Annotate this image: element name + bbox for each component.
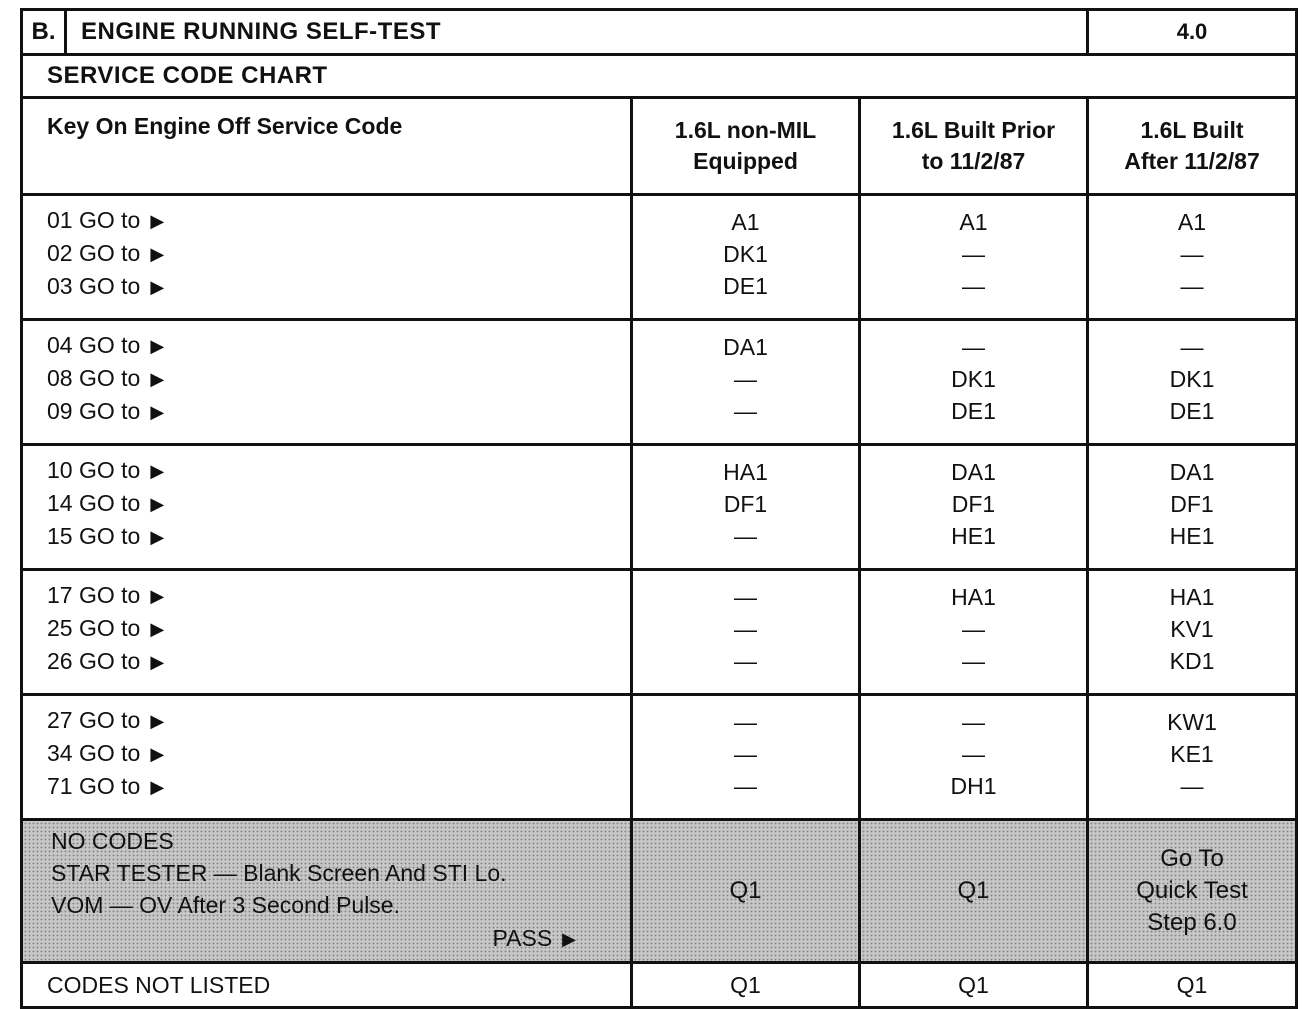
column-header-line: After 11/2/87	[1124, 148, 1260, 174]
code-groups	[22, 195, 1297, 820]
result-value: DA1	[951, 459, 996, 485]
code-group-row	[22, 195, 1297, 320]
service-code-table	[20, 8, 1298, 1009]
result-cell-c3	[1088, 320, 1297, 445]
arrow-right-icon: ▶	[562, 929, 576, 949]
service-code-cell	[22, 320, 632, 445]
pass-label	[493, 922, 577, 955]
no-codes-built-after-value	[1088, 820, 1297, 963]
arrow-right-icon: ▶	[150, 494, 165, 514]
column-header-line: 1.6L Built Prior	[891, 117, 1056, 143]
result-value: KD1	[1169, 648, 1215, 674]
result-value: KW1	[1167, 709, 1217, 735]
service-code-text: 08 GO to	[47, 365, 141, 391]
result-cell-c1	[632, 695, 860, 820]
service-code-text: 10 GO to	[47, 457, 141, 483]
result-value: HA1	[951, 584, 996, 610]
column-header-line: Equipped	[693, 148, 798, 174]
service-code-line	[47, 704, 630, 737]
service-code-cell	[22, 195, 632, 320]
star-tester-line: STAR TESTER — Blank Screen And STI Lo.	[51, 860, 507, 886]
arrow-right-icon: ▶	[150, 744, 165, 764]
result-value: —	[962, 709, 985, 735]
result-value: A1	[1177, 209, 1207, 235]
result-value: —	[734, 616, 757, 642]
arrow-right-icon: ▶	[150, 711, 165, 731]
no-codes-non-mil-value: Q1	[632, 820, 860, 963]
result-value: —	[734, 741, 757, 767]
result-value: DA1	[723, 334, 768, 360]
column-header-line: to 11/2/87	[921, 148, 1026, 174]
result-cell-c3	[1088, 195, 1297, 320]
result-value: HA1	[1169, 584, 1215, 610]
codes-not-listed-non-mil-value: Q1	[632, 963, 860, 1008]
result-value: DK1	[951, 366, 996, 392]
service-code-text: 01 GO to	[47, 207, 141, 233]
column-header-service-code: Key On Engine Off Service Code	[22, 98, 632, 195]
service-code-text: 04 GO to	[47, 332, 141, 358]
arrow-right-icon: ▶	[150, 652, 165, 672]
no-codes-cell	[22, 820, 632, 963]
service-code-line	[47, 612, 630, 645]
arrow-right-icon: ▶	[150, 619, 165, 639]
service-code-line	[47, 520, 630, 553]
service-code-line	[47, 362, 630, 395]
result-cell-c1	[632, 195, 860, 320]
result-cell-c3	[1088, 445, 1297, 570]
result-value: —	[734, 709, 757, 735]
section-letter: B.	[22, 10, 66, 55]
result-cell-c2	[860, 320, 1088, 445]
code-group-row	[22, 445, 1297, 570]
result-value: HA1	[723, 459, 768, 485]
service-code-line	[47, 579, 630, 612]
chart-subtitle: SERVICE CODE CHART	[22, 55, 1297, 98]
result-value: —	[734, 523, 757, 549]
service-code-chart-sheet	[20, 8, 1295, 1009]
code-group-row	[22, 695, 1297, 820]
service-code-text: 14 GO to	[47, 490, 141, 516]
arrow-right-icon: ▶	[150, 777, 165, 797]
result-value: DF1	[1170, 491, 1214, 517]
result-value: DF1	[951, 491, 996, 517]
service-code-text: 25 GO to	[47, 615, 141, 641]
result-value: DE1	[1169, 398, 1215, 424]
column-header-non-mil	[632, 98, 860, 195]
result-cell-c2	[860, 570, 1088, 695]
arrow-right-icon: ▶	[150, 527, 165, 547]
service-code-text: 26 GO to	[47, 648, 141, 674]
arrow-right-icon: ▶	[150, 461, 165, 481]
service-code-line	[47, 645, 630, 678]
result-value: —	[962, 616, 985, 642]
service-code-text: 02 GO to	[47, 240, 141, 266]
no-codes-row	[22, 820, 1297, 963]
go-to-line: Go To	[1160, 845, 1224, 872]
service-code-line	[47, 204, 630, 237]
result-cell-c2	[860, 445, 1088, 570]
result-value: KV1	[1170, 616, 1214, 642]
service-code-line	[47, 395, 630, 428]
service-code-cell	[22, 445, 632, 570]
result-value: DE1	[723, 273, 768, 299]
arrow-right-icon: ▶	[150, 336, 165, 356]
arrow-right-icon: ▶	[150, 369, 165, 389]
result-value: —	[962, 741, 985, 767]
step-number: 4.0	[1088, 10, 1297, 55]
arrow-right-icon: ▶	[150, 277, 165, 297]
service-code-line	[47, 737, 630, 770]
service-code-text: 27 GO to	[47, 707, 141, 733]
result-cell-c1	[632, 320, 860, 445]
service-code-cell	[22, 695, 632, 820]
vom-line: VOM — OV After 3 Second Pulse.	[51, 892, 400, 918]
result-value: —	[1180, 273, 1204, 299]
arrow-right-icon: ▶	[150, 402, 165, 422]
result-value: HE1	[1169, 523, 1215, 549]
service-code-text: 17 GO to	[47, 582, 141, 608]
result-value: —	[734, 584, 757, 610]
result-value: DK1	[723, 241, 768, 267]
service-code-line	[47, 237, 630, 270]
result-value: —	[1180, 773, 1204, 799]
result-value: —	[1180, 241, 1204, 267]
code-group-row	[22, 570, 1297, 695]
arrow-right-icon: ▶	[150, 244, 165, 264]
result-value: —	[734, 773, 757, 799]
result-value: —	[734, 366, 757, 392]
result-cell-c2	[860, 195, 1088, 320]
service-code-line	[47, 329, 630, 362]
result-value: KE1	[1170, 741, 1214, 767]
header-row	[22, 10, 1297, 55]
service-code-cell	[22, 570, 632, 695]
result-cell-c3	[1088, 570, 1297, 695]
service-code-line	[47, 270, 630, 303]
codes-not-listed-row	[22, 963, 1297, 1008]
result-value: —	[962, 648, 985, 674]
result-cell-c3	[1088, 695, 1297, 820]
service-code-text: 09 GO to	[47, 398, 141, 424]
result-value: A1	[959, 209, 988, 235]
no-codes-built-prior-value: Q1	[860, 820, 1088, 963]
result-cell-c2	[860, 695, 1088, 820]
service-code-text: 15 GO to	[47, 523, 141, 549]
result-value: DH1	[950, 773, 997, 799]
result-value: —	[1180, 334, 1204, 360]
result-value: DF1	[723, 491, 768, 517]
section-title: ENGINE RUNNING SELF-TEST	[66, 10, 1088, 55]
quick-test-line: Quick Test	[1136, 877, 1248, 904]
result-cell-c1	[632, 445, 860, 570]
result-value: A1	[731, 209, 760, 235]
column-header-built-prior	[860, 98, 1088, 195]
codes-not-listed-built-after-value: Q1	[1088, 963, 1297, 1008]
service-code-text: 34 GO to	[47, 740, 141, 766]
service-code-line	[47, 770, 630, 803]
pass-text: PASS	[492, 925, 553, 951]
service-code-text: 03 GO to	[47, 273, 141, 299]
result-value: DA1	[1169, 459, 1215, 485]
result-value: DE1	[951, 398, 996, 424]
arrow-right-icon: ▶	[150, 211, 165, 231]
result-value: —	[962, 273, 985, 299]
service-code-text: 71 GO to	[47, 773, 141, 799]
result-cell-c1	[632, 570, 860, 695]
service-code-line	[47, 487, 630, 520]
codes-not-listed-label: CODES NOT LISTED	[22, 963, 632, 1008]
codes-not-listed-built-prior-value: Q1	[860, 963, 1088, 1008]
subtitle-row	[22, 55, 1297, 98]
column-header-built-after	[1088, 98, 1297, 195]
result-value: —	[962, 241, 985, 267]
column-header-line: 1.6L non-MIL	[674, 117, 817, 143]
result-value: —	[734, 398, 757, 424]
service-code-line	[47, 454, 630, 487]
result-value: —	[734, 648, 757, 674]
no-codes-line: NO CODES	[51, 828, 174, 854]
result-value: —	[962, 334, 985, 360]
column-header-row	[22, 98, 1297, 195]
result-value: HE1	[951, 523, 996, 549]
arrow-right-icon: ▶	[150, 586, 165, 606]
step-line: Step 6.0	[1147, 909, 1237, 936]
result-value: DK1	[1169, 366, 1215, 392]
code-group-row	[22, 320, 1297, 445]
column-header-line: 1.6L Built	[1140, 117, 1244, 143]
